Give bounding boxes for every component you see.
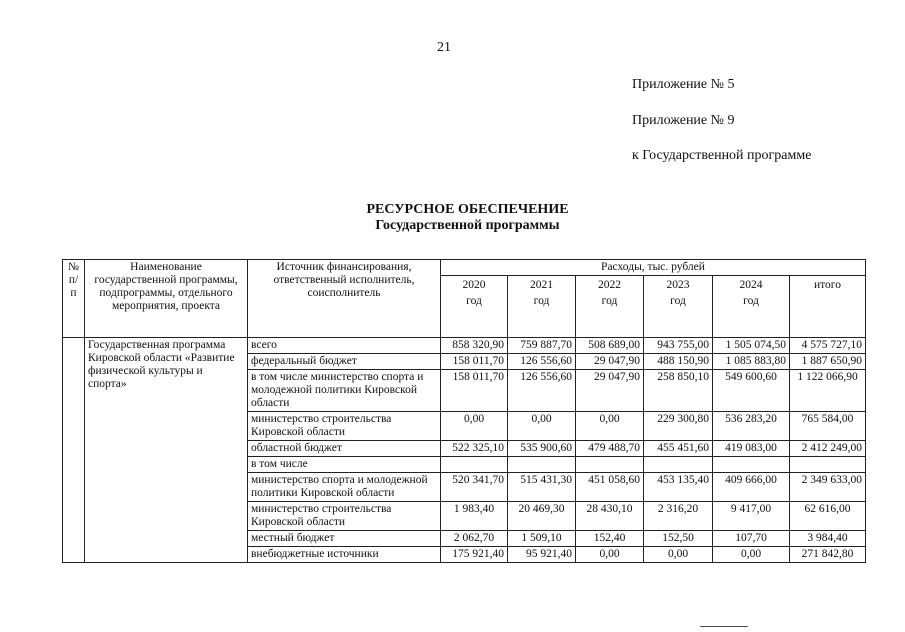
appendix-line-1: Приложение № 5	[632, 77, 735, 92]
value-cell: 4 575 727,10	[790, 338, 866, 354]
value-cell: 488 150,90	[644, 354, 713, 370]
value-cell: 409 666,00	[713, 473, 790, 502]
value-cell: 3 984,40	[790, 531, 866, 547]
header-year-2022: 2022 год	[576, 276, 644, 338]
value-cell: 258 850,10	[644, 370, 713, 412]
value-cell: 479 488,70	[576, 441, 644, 457]
value-cell: 765 584,00	[790, 412, 866, 441]
value-cell: 419 083,00	[713, 441, 790, 457]
value-cell: 0,00	[576, 547, 644, 563]
program-name-cell: Государственная программа Кировской области «Развитие физической культуры и спорта»	[85, 338, 248, 563]
title-line-1: РЕСУРСНОЕ ОБЕСПЕЧЕНИЕ	[366, 202, 569, 217]
value-cell	[790, 457, 866, 473]
row-num-cell	[63, 338, 85, 563]
value-cell: 20 469,30	[508, 502, 576, 531]
header-year-2021: 2021 год	[508, 276, 576, 338]
value-cell: 522 325,10	[441, 441, 508, 457]
title-line-2: Государственной программы	[375, 218, 560, 233]
value-cell	[576, 457, 644, 473]
value-cell: 1 983,40	[441, 502, 508, 531]
source-cell: местный бюджет	[248, 531, 441, 547]
value-cell: 1 122 066,90	[790, 370, 866, 412]
value-cell: 2 412 249,00	[790, 441, 866, 457]
source-cell: внебюджетные источники	[248, 547, 441, 563]
value-cell: 152,40	[576, 531, 644, 547]
value-cell: 451 058,60	[576, 473, 644, 502]
value-cell: 107,70	[713, 531, 790, 547]
value-cell	[508, 457, 576, 473]
value-cell: 2 316,20	[644, 502, 713, 531]
value-cell: 29 047,90	[576, 354, 644, 370]
table-row	[63, 338, 866, 354]
value-cell: 126 556,60	[508, 370, 576, 412]
header-year-2023: 2023 год	[644, 276, 713, 338]
value-cell: 0,00	[441, 412, 508, 441]
appendix-line-3: к Государственной программе	[632, 148, 812, 163]
value-cell: 455 451,60	[644, 441, 713, 457]
value-cell: 508 689,00	[576, 338, 644, 354]
source-cell: министерство строительства Кировской области	[248, 412, 441, 441]
value-cell: 943 755,00	[644, 338, 713, 354]
value-cell: 536 283,20	[713, 412, 790, 441]
value-cell: 1 509,10	[508, 531, 576, 547]
value-cell: 1 505 074,50	[713, 338, 790, 354]
value-cell: 158 011,70	[441, 354, 508, 370]
value-cell: 158 011,70	[441, 370, 508, 412]
resource-table	[62, 259, 866, 563]
value-cell: 535 900,60	[508, 441, 576, 457]
source-cell: в том числе министерство спорта и молодежной политики Кировской области	[248, 370, 441, 412]
value-cell: 175 921,40	[441, 547, 508, 563]
value-cell: 453 135,40	[644, 473, 713, 502]
source-cell: в том числе	[248, 457, 441, 473]
value-cell: 520 341,70	[441, 473, 508, 502]
header-year-2020: 2020 год	[441, 276, 508, 338]
header-name: Наименование государственной программы, подпрограммы, отдельного мероприятия, проекта	[85, 260, 248, 338]
value-cell: 62 616,00	[790, 502, 866, 531]
document-title	[0, 202, 905, 234]
value-cell: 2 062,70	[441, 531, 508, 547]
source-cell: министерство спорта и молодежной политики Кировской области	[248, 473, 441, 502]
value-cell: 95 921,40	[508, 547, 576, 563]
value-cell: 28 430,10	[576, 502, 644, 531]
header-num: № п/п	[63, 260, 85, 338]
value-cell: 2 349 633,00	[790, 473, 866, 502]
value-cell: 0,00	[713, 547, 790, 563]
page-number: 21	[437, 40, 451, 55]
value-cell: 858 320,90	[441, 338, 508, 354]
header-expenses: Расходы, тыс. рублей	[441, 260, 866, 276]
value-cell: 9 417,00	[713, 502, 790, 531]
value-cell	[441, 457, 508, 473]
value-cell: 1 085 883,80	[713, 354, 790, 370]
value-cell: 1 887 650,90	[790, 354, 866, 370]
value-cell: 126 556,60	[508, 354, 576, 370]
source-cell: всего	[248, 338, 441, 354]
appendix-line-2: Приложение № 9	[632, 113, 735, 128]
value-cell: 152,50	[644, 531, 713, 547]
value-cell: 0,00	[576, 412, 644, 441]
value-cell: 515 431,30	[508, 473, 576, 502]
value-cell: 29 047,90	[576, 370, 644, 412]
source-cell: областной бюджет	[248, 441, 441, 457]
source-cell: федеральный бюджет	[248, 354, 441, 370]
footer-rule	[700, 626, 748, 627]
value-cell: 229 300,80	[644, 412, 713, 441]
value-cell: 271 842,80	[790, 547, 866, 563]
value-cell: 0,00	[508, 412, 576, 441]
source-cell: министерство строительства Кировской области	[248, 502, 441, 531]
value-cell: 549 600,60	[713, 370, 790, 412]
header-source: Источник финансирования, ответственный исполнитель, соисполнитель	[248, 260, 441, 338]
value-cell	[713, 457, 790, 473]
value-cell	[644, 457, 713, 473]
header-year-2024: 2024 год	[713, 276, 790, 338]
value-cell: 0,00	[644, 547, 713, 563]
header-total: итого	[790, 276, 866, 338]
value-cell: 759 887,70	[508, 338, 576, 354]
